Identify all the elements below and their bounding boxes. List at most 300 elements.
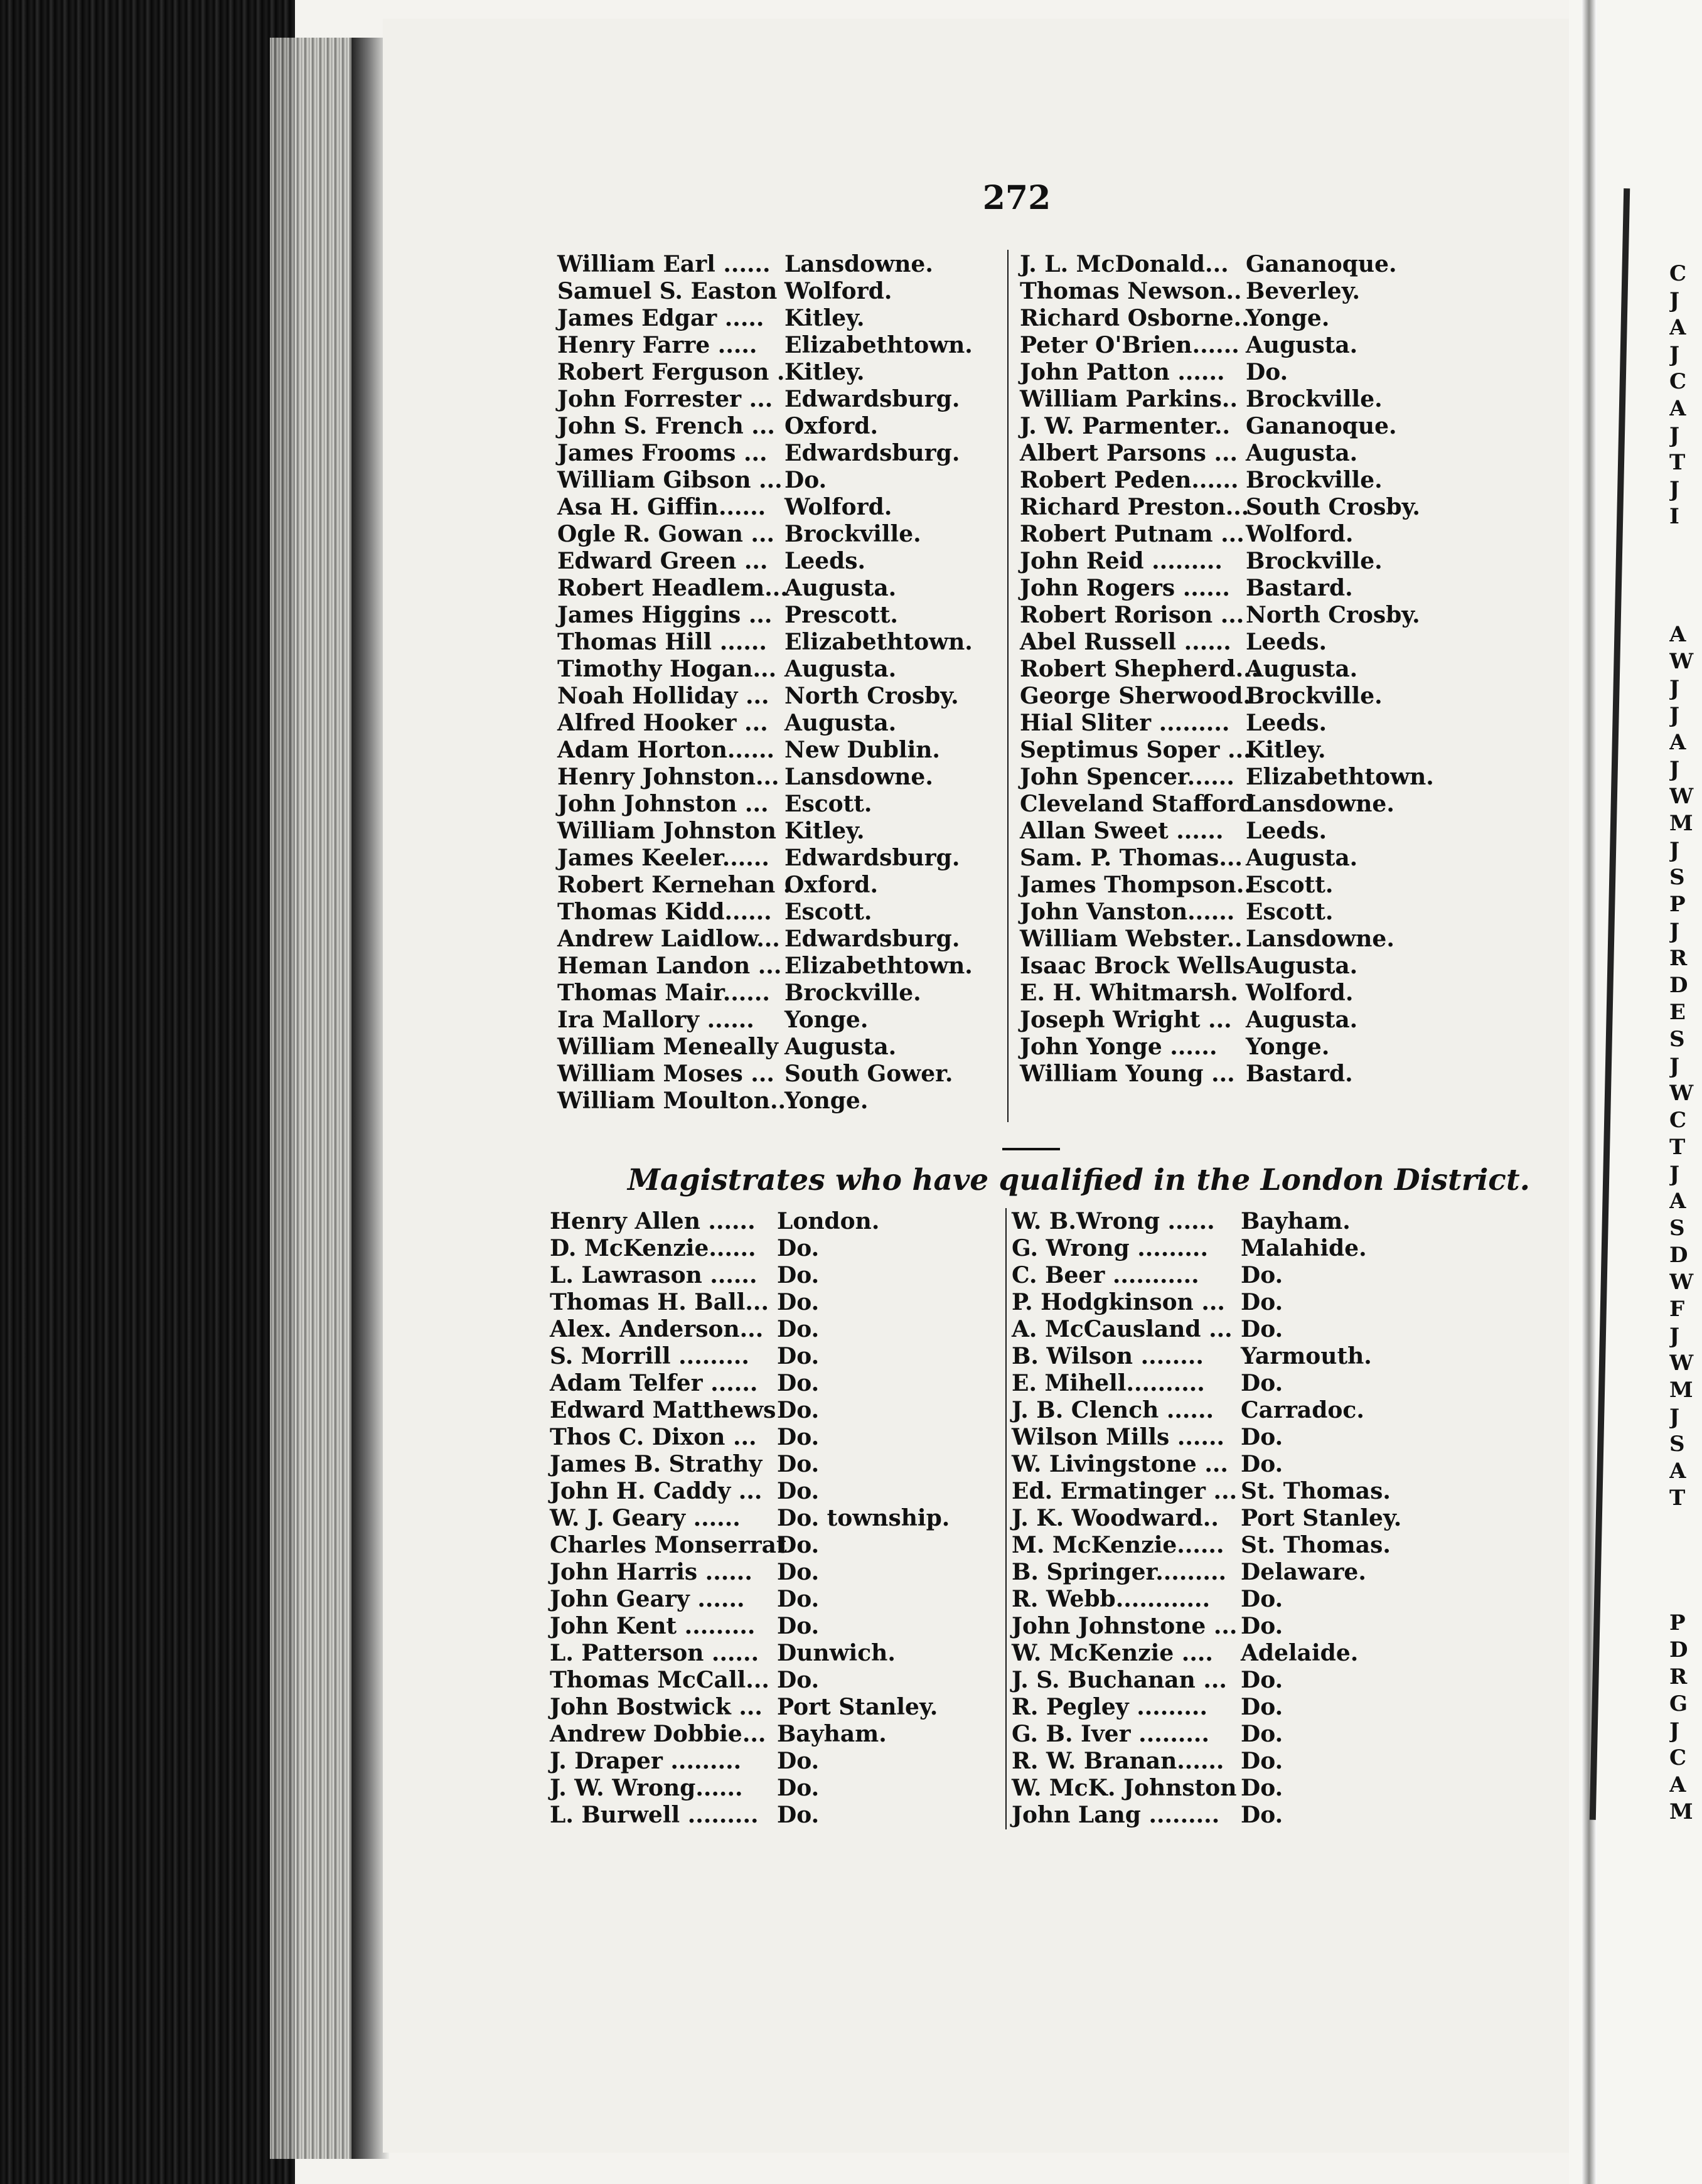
magistrate-place: Do. xyxy=(777,1532,820,1558)
entry-row xyxy=(557,602,973,629)
magistrate-name: W. Livingstone ... xyxy=(1012,1451,1228,1477)
magistrate-name: D. McKenzie...... xyxy=(550,1235,756,1261)
magistrate-place: Do. xyxy=(1241,1316,1283,1342)
entry-row xyxy=(557,845,973,872)
magistrate-place: Leeds. xyxy=(784,548,866,574)
magistrate-place: Leeds. xyxy=(1246,629,1327,655)
entry-row xyxy=(550,1559,950,1586)
entry-row xyxy=(557,440,973,467)
magistrate-name: Thomas Kidd...... xyxy=(557,899,772,925)
magistrate-name: Richard Preston... xyxy=(1020,494,1250,520)
magistrate-place: Kitley. xyxy=(1246,737,1326,763)
entry-row xyxy=(550,1586,950,1613)
entry-row xyxy=(550,1208,950,1235)
page-fold xyxy=(1582,0,1597,2184)
margin-letter: C xyxy=(1669,1745,1687,1770)
magistrate-place: Do. xyxy=(1246,359,1288,385)
entry-row xyxy=(1020,953,1434,980)
magistrate-place: Escott. xyxy=(1246,872,1334,898)
entry-row xyxy=(1020,305,1434,332)
entry-row xyxy=(557,494,973,521)
magistrate-name: L. Burwell ......... xyxy=(550,1802,759,1828)
magistrate-name: S. Morrill ......... xyxy=(550,1343,749,1369)
entry-row xyxy=(1020,602,1434,629)
entry-row xyxy=(557,251,973,278)
magistrate-name: Timothy Hogan... xyxy=(557,656,777,682)
magistrate-place: Augusta. xyxy=(1246,845,1358,871)
magistrate-place: Adelaide. xyxy=(1241,1640,1359,1666)
magistrate-name: Sam. P. Thomas... xyxy=(1020,845,1243,871)
magistrate-place: Elizabethtown. xyxy=(784,953,973,979)
magistrate-name: Adam Telfer ...... xyxy=(550,1370,758,1396)
magistrate-place: Edwardsburg. xyxy=(784,386,960,412)
entry-row xyxy=(550,1721,950,1748)
entry-row xyxy=(557,413,973,440)
magistrate-place: Augusta. xyxy=(1246,440,1358,466)
entry-row xyxy=(550,1289,950,1316)
magistrate-place: Do. xyxy=(1241,1586,1283,1612)
entry-row xyxy=(1012,1532,1401,1559)
magistrate-place: Augusta. xyxy=(784,1034,897,1060)
entry-row xyxy=(557,737,973,764)
magistrate-name: Ira Mallory ...... xyxy=(557,1007,754,1033)
margin-letter: A xyxy=(1669,622,1686,647)
entry-row xyxy=(1020,818,1434,845)
margin-letter: R xyxy=(1669,946,1688,971)
entry-row xyxy=(1012,1478,1401,1505)
entry-row xyxy=(1020,872,1434,899)
margin-letter: J xyxy=(1669,1405,1680,1430)
margin-letter: P xyxy=(1669,892,1686,917)
magistrate-place: Bastard. xyxy=(1246,1061,1353,1087)
entry-row xyxy=(557,332,973,359)
magistrate-place: Do. township. xyxy=(777,1505,950,1531)
entry-row xyxy=(557,710,973,737)
magistrate-name: John Lang ......... xyxy=(1012,1802,1220,1828)
magistrate-name: B. Springer......... xyxy=(1012,1559,1227,1585)
magistrate-place: Edwardsburg. xyxy=(784,926,960,952)
magistrate-name: James Higgins ... xyxy=(557,602,773,628)
magistrate-name: Adam Horton...... xyxy=(557,737,775,763)
entry-row xyxy=(557,629,973,656)
magistrate-place: Do. xyxy=(1241,1748,1283,1774)
magistrate-name: John Kent ......... xyxy=(550,1613,756,1639)
magistrate-name: Asa H. Giffin...... xyxy=(557,494,766,520)
entry-row xyxy=(550,1613,950,1640)
magistrate-name: John Forrester ... xyxy=(557,386,773,412)
magistrate-name: J. B. Clench ...... xyxy=(1012,1397,1214,1423)
magistrate-name: Thomas McCall... xyxy=(550,1667,769,1693)
entry-row xyxy=(1020,656,1434,683)
entry-row xyxy=(557,953,973,980)
margin-letter: W xyxy=(1669,1081,1694,1106)
magistrate-name: J. K. Woodward.. xyxy=(1012,1505,1219,1531)
entry-row xyxy=(557,1007,973,1034)
magistrate-place: Delaware. xyxy=(1241,1559,1366,1585)
magistrate-name: John Yonge ...... xyxy=(1020,1034,1218,1060)
entry-row xyxy=(557,872,973,899)
entry-row xyxy=(1012,1721,1401,1748)
magistrate-place: Yonge. xyxy=(784,1007,869,1033)
entry-row xyxy=(550,1694,950,1721)
entry-row xyxy=(1012,1505,1401,1532)
entry-row xyxy=(557,305,973,332)
magistrate-place: Do. xyxy=(784,467,827,493)
entry-row xyxy=(1012,1316,1401,1343)
magistrate-name: Edward Matthews xyxy=(550,1397,776,1423)
magistrate-name: M. McKenzie...... xyxy=(1012,1532,1224,1558)
margin-letter: A xyxy=(1669,730,1686,755)
magistrate-place: Elizabethtown. xyxy=(1246,764,1434,790)
margin-letter: J xyxy=(1669,1718,1680,1743)
entry-row xyxy=(1012,1802,1401,1829)
magistrate-name: William Webster.. xyxy=(1020,926,1243,952)
magistrate-place: Augusta. xyxy=(1246,332,1358,358)
magistrate-name: Robert Kernehan . xyxy=(557,872,791,898)
margin-letter: A xyxy=(1669,1459,1686,1484)
entry-row xyxy=(557,575,973,602)
margin-letter: C xyxy=(1669,261,1687,286)
magistrate-name: Hial Sliter ......... xyxy=(1020,710,1230,736)
margin-letter: I xyxy=(1669,504,1679,529)
magistrate-name: Abel Russell ...... xyxy=(1020,629,1231,655)
next-page-margin-bottom xyxy=(1669,1610,1702,1826)
magistrate-name: Thos C. Dixon ... xyxy=(550,1424,757,1450)
magistrate-place: Augusta. xyxy=(784,656,897,682)
entry-row xyxy=(557,1034,973,1061)
magistrate-name: E. Mihell.......... xyxy=(1012,1370,1205,1396)
magistrate-name: Robert Peden...... xyxy=(1020,467,1239,493)
entry-row xyxy=(557,359,973,386)
magistrate-place: Do. xyxy=(777,1775,820,1801)
bottom-right-column xyxy=(1012,1208,1401,1829)
entry-row xyxy=(1012,1559,1401,1586)
magistrate-name: James Edgar ..... xyxy=(557,305,764,331)
magistrate-place: Lansdowne. xyxy=(1246,926,1394,952)
magistrate-name: G. Wrong ......... xyxy=(1012,1235,1208,1261)
magistrate-name: Robert Putnam ... xyxy=(1020,521,1244,547)
magistrate-place: Dunwich. xyxy=(777,1640,896,1666)
magistrate-place: Do. xyxy=(777,1802,820,1828)
magistrate-place: Do. xyxy=(1241,1289,1283,1315)
magistrate-name: Andrew Laidlow... xyxy=(557,926,780,952)
magistrate-name: Alex. Anderson... xyxy=(550,1316,764,1342)
magistrate-name: G. B. Iver ......... xyxy=(1012,1721,1209,1747)
magistrate-name: Peter O'Brien...... xyxy=(1020,332,1239,358)
magistrate-name: John Patton ...... xyxy=(1020,359,1225,385)
entry-row xyxy=(1020,521,1434,548)
entry-row xyxy=(1020,899,1434,926)
margin-letter: S xyxy=(1669,1027,1685,1052)
magistrate-name: R. Webb............ xyxy=(1012,1586,1211,1612)
magistrate-name: J. W. Wrong...... xyxy=(550,1775,743,1801)
entry-row xyxy=(557,791,973,818)
margin-letter: G xyxy=(1669,1691,1688,1716)
magistrate-place: South Crosby. xyxy=(1246,494,1420,520)
magistrate-place: Do. xyxy=(1241,1370,1283,1396)
magistrate-place: Do. xyxy=(1241,1613,1283,1639)
magistrate-place: Kitley. xyxy=(784,305,865,331)
magistrate-name: William Parkins.. xyxy=(1020,386,1238,412)
column-divider-bottom xyxy=(1005,1208,1007,1829)
magistrate-place: Do. xyxy=(1241,1262,1283,1288)
magistrate-place: Augusta. xyxy=(1246,1007,1358,1033)
magistrate-name: John Johnstone ... xyxy=(1012,1613,1238,1639)
margin-letter: J xyxy=(1669,757,1680,782)
entry-row xyxy=(557,926,973,953)
magistrate-place: Wolford. xyxy=(784,278,892,304)
magistrate-place: Do. xyxy=(1241,1451,1283,1477)
margin-letter: A xyxy=(1669,396,1686,421)
magistrate-place: Beverley. xyxy=(1246,278,1361,304)
magistrate-name: W. B.Wrong ...... xyxy=(1012,1208,1215,1234)
magistrate-name: William Moulton.. xyxy=(557,1088,786,1114)
entry-row xyxy=(1020,1061,1434,1088)
magistrate-place: Do. xyxy=(1241,1667,1283,1693)
margin-letter: S xyxy=(1669,1432,1685,1457)
entry-row xyxy=(1012,1748,1401,1775)
magistrate-name: John S. French ... xyxy=(557,413,775,439)
margin-letter: M xyxy=(1669,1378,1693,1403)
margin-letter: A xyxy=(1669,1772,1686,1797)
magistrate-place: Wolford. xyxy=(1246,521,1354,547)
magistrate-place: Malahide. xyxy=(1241,1235,1367,1261)
magistrate-name: Edward Green ... xyxy=(557,548,768,574)
magistrate-place: Lansdowne. xyxy=(784,764,933,790)
magistrate-name: George Sherwood. xyxy=(1020,683,1251,709)
margin-letter: J xyxy=(1669,1162,1680,1187)
margin-letter: M xyxy=(1669,1799,1693,1824)
magistrate-name: Henry Allen ...... xyxy=(550,1208,756,1234)
entry-row xyxy=(1012,1397,1401,1424)
margin-letter: J xyxy=(1669,919,1680,944)
magistrate-name: C. Beer ........... xyxy=(1012,1262,1199,1288)
entry-row xyxy=(1020,332,1434,359)
top-right-column xyxy=(1020,251,1434,1088)
magistrate-name: Thomas Mair...... xyxy=(557,980,770,1006)
magistrate-place: Yarmouth. xyxy=(1241,1343,1372,1369)
magistrate-place: St. Thomas. xyxy=(1241,1478,1391,1504)
magistrate-place: Brockville. xyxy=(784,521,921,547)
magistrate-place: Do. xyxy=(777,1235,820,1261)
entry-row xyxy=(550,1478,950,1505)
magistrate-name: James Thompson.. xyxy=(1020,872,1252,898)
entry-row xyxy=(1020,251,1434,278)
entry-row xyxy=(1012,1370,1401,1397)
magistrate-name: Allan Sweet ...... xyxy=(1020,818,1224,844)
magistrate-place: Prescott. xyxy=(784,602,898,628)
entry-row xyxy=(557,1088,973,1115)
magistrate-place: Do. xyxy=(777,1370,820,1396)
magistrate-name: L. Lawrason ...... xyxy=(550,1262,757,1288)
magistrate-name: James Keeler...... xyxy=(557,845,769,871)
entry-row xyxy=(1012,1343,1401,1370)
magistrate-name: Joseph Wright ... xyxy=(1020,1007,1232,1033)
magistrate-name: J. Draper ......... xyxy=(550,1748,742,1774)
magistrate-place: Do. xyxy=(777,1316,820,1342)
entry-row xyxy=(557,683,973,710)
magistrate-place: Escott. xyxy=(1246,899,1334,925)
magistrate-place: Augusta. xyxy=(784,710,897,736)
magistrate-place: Escott. xyxy=(784,791,872,817)
magistrate-name: William Johnston xyxy=(557,818,776,844)
entry-row xyxy=(550,1640,950,1667)
entry-row xyxy=(550,1235,950,1262)
entry-row xyxy=(1012,1613,1401,1640)
entry-row xyxy=(1012,1451,1401,1478)
magistrate-place: Do. xyxy=(777,1451,820,1477)
magistrate-place: Port Stanley. xyxy=(777,1694,938,1720)
margin-letter: J xyxy=(1669,676,1680,701)
book-edge-pages xyxy=(270,38,351,2159)
magistrate-name: Charles Monserrat xyxy=(550,1532,787,1558)
magistrate-place: Do. xyxy=(1241,1694,1283,1720)
margin-letter: W xyxy=(1669,1351,1694,1376)
entry-row xyxy=(1020,359,1434,386)
magistrate-place: Do. xyxy=(777,1667,820,1693)
magistrate-name: John Harris ...... xyxy=(550,1559,752,1585)
magistrate-place: Do. xyxy=(1241,1424,1283,1450)
entry-row xyxy=(1020,629,1434,656)
margin-letter: J xyxy=(1669,1324,1680,1349)
margin-letter: T xyxy=(1669,1135,1686,1160)
magistrate-place: Do. xyxy=(777,1559,820,1585)
magistrate-place: Elizabethtown. xyxy=(784,629,973,655)
entry-row xyxy=(1012,1640,1401,1667)
magistrate-place: Edwardsburg. xyxy=(784,440,960,466)
entry-row xyxy=(1020,440,1434,467)
entry-row xyxy=(1012,1694,1401,1721)
magistrate-place: Brockville. xyxy=(1246,467,1383,493)
magistrate-place: Augusta. xyxy=(784,575,897,601)
margin-letter: W xyxy=(1669,649,1694,674)
entry-row xyxy=(557,980,973,1007)
magistrate-place: Bayham. xyxy=(1241,1208,1351,1234)
magistrate-name: John Geary ...... xyxy=(550,1586,745,1612)
section-divider xyxy=(1002,1148,1060,1150)
entry-row xyxy=(1020,980,1434,1007)
magistrate-place: Bayham. xyxy=(777,1721,887,1747)
magistrate-name: James B. Strathy xyxy=(550,1451,763,1477)
magistrate-name: William Earl ...... xyxy=(557,251,771,277)
magistrate-name: Richard Osborne.. xyxy=(1020,305,1250,331)
margin-letter: W xyxy=(1669,784,1694,809)
magistrate-name: Henry Johnston... xyxy=(557,764,779,790)
magistrate-name: John Rogers ...... xyxy=(1020,575,1230,601)
magistrate-place: Do. xyxy=(777,1748,820,1774)
margin-letter: T xyxy=(1669,1485,1686,1511)
entry-row xyxy=(1020,413,1434,440)
magistrate-place: Gananoque. xyxy=(1246,251,1397,277)
magistrate-name: Samuel S. Easton xyxy=(557,278,778,304)
magistrate-place: New Dublin. xyxy=(784,737,940,763)
entry-row xyxy=(550,1667,950,1694)
entry-row xyxy=(1020,683,1434,710)
entry-row xyxy=(1020,467,1434,494)
entry-row xyxy=(557,818,973,845)
margin-letter: D xyxy=(1669,1243,1688,1268)
magistrate-place: Brockville. xyxy=(1246,548,1383,574)
entry-row xyxy=(550,1343,950,1370)
margin-letter: J xyxy=(1669,423,1680,448)
margin-letter: J xyxy=(1669,703,1680,728)
magistrate-place: Leeds. xyxy=(1246,818,1327,844)
magistrate-place: Port Stanley. xyxy=(1241,1505,1402,1531)
entry-row xyxy=(550,1424,950,1451)
entry-row xyxy=(550,1370,950,1397)
magistrate-name: J. W. Parmenter.. xyxy=(1020,413,1231,439)
entry-row xyxy=(1020,764,1434,791)
entry-row xyxy=(1020,926,1434,953)
entry-row xyxy=(1012,1586,1401,1613)
magistrate-place: Do. xyxy=(777,1424,820,1450)
magistrate-place: Lansdowne. xyxy=(784,251,933,277)
entry-row xyxy=(1012,1667,1401,1694)
magistrate-place: Do. xyxy=(1241,1775,1283,1801)
magistrate-name: W. McK. Johnston xyxy=(1012,1775,1237,1801)
magistrate-name: Ogle R. Gowan ... xyxy=(557,521,775,547)
next-page-margin-middle xyxy=(1669,621,1702,1512)
magistrate-place: Brockville. xyxy=(784,980,921,1006)
margin-letter: A xyxy=(1669,315,1686,340)
entry-row xyxy=(1020,278,1434,305)
magistrate-name: Andrew Dobbie... xyxy=(550,1721,766,1747)
magistrate-place: Yonge. xyxy=(1246,1034,1330,1060)
margin-letter: J xyxy=(1669,838,1680,863)
entry-row xyxy=(557,899,973,926)
magistrate-name: E. H. Whitmarsh. xyxy=(1020,980,1238,1006)
magistrate-name: Thomas Newson.. xyxy=(1020,278,1242,304)
entry-row xyxy=(1020,710,1434,737)
magistrate-place: Do. xyxy=(777,1397,820,1423)
entry-row xyxy=(1020,494,1434,521)
entry-row xyxy=(1020,548,1434,575)
margin-letter: S xyxy=(1669,1216,1685,1241)
margin-letter: J xyxy=(1669,288,1680,313)
magistrate-name: Thomas H. Ball... xyxy=(550,1289,769,1315)
magistrate-place: Do. xyxy=(1241,1721,1283,1747)
magistrate-name: Ed. Ermatinger ... xyxy=(1012,1478,1238,1504)
entry-row xyxy=(1020,386,1434,413)
magistrate-place: Kitley. xyxy=(784,818,865,844)
entry-row xyxy=(550,1505,950,1532)
magistrate-place: Wolford. xyxy=(1246,980,1354,1006)
entry-row xyxy=(557,467,973,494)
margin-letter: J xyxy=(1669,342,1680,367)
entry-row xyxy=(557,278,973,305)
magistrate-name: Robert Headlem... xyxy=(557,575,788,601)
margin-letter: C xyxy=(1669,369,1687,394)
bottom-left-column xyxy=(550,1208,950,1829)
magistrate-name: John H. Caddy ... xyxy=(550,1478,763,1504)
entry-row xyxy=(1020,791,1434,818)
magistrate-name: L. Patterson ...... xyxy=(550,1640,759,1666)
magistrate-name: William Meneally xyxy=(557,1034,778,1060)
section-heading: Magistrates who have qualified in the London District. xyxy=(628,1163,1530,1197)
magistrate-place: Gananoque. xyxy=(1246,413,1397,439)
magistrate-name: R. W. Branan...... xyxy=(1012,1748,1224,1774)
magistrate-place: Do. xyxy=(777,1262,820,1288)
entry-row xyxy=(557,386,973,413)
entry-row xyxy=(1020,1034,1434,1061)
next-page-margin-top xyxy=(1669,260,1702,530)
entry-row xyxy=(550,1316,950,1343)
magistrate-name: Robert Ferguson . xyxy=(557,359,785,385)
magistrate-name: B. Wilson ........ xyxy=(1012,1343,1204,1369)
margin-letter: F xyxy=(1669,1297,1685,1322)
magistrate-place: Augusta. xyxy=(1246,656,1358,682)
magistrate-place: Brockville. xyxy=(1246,683,1383,709)
